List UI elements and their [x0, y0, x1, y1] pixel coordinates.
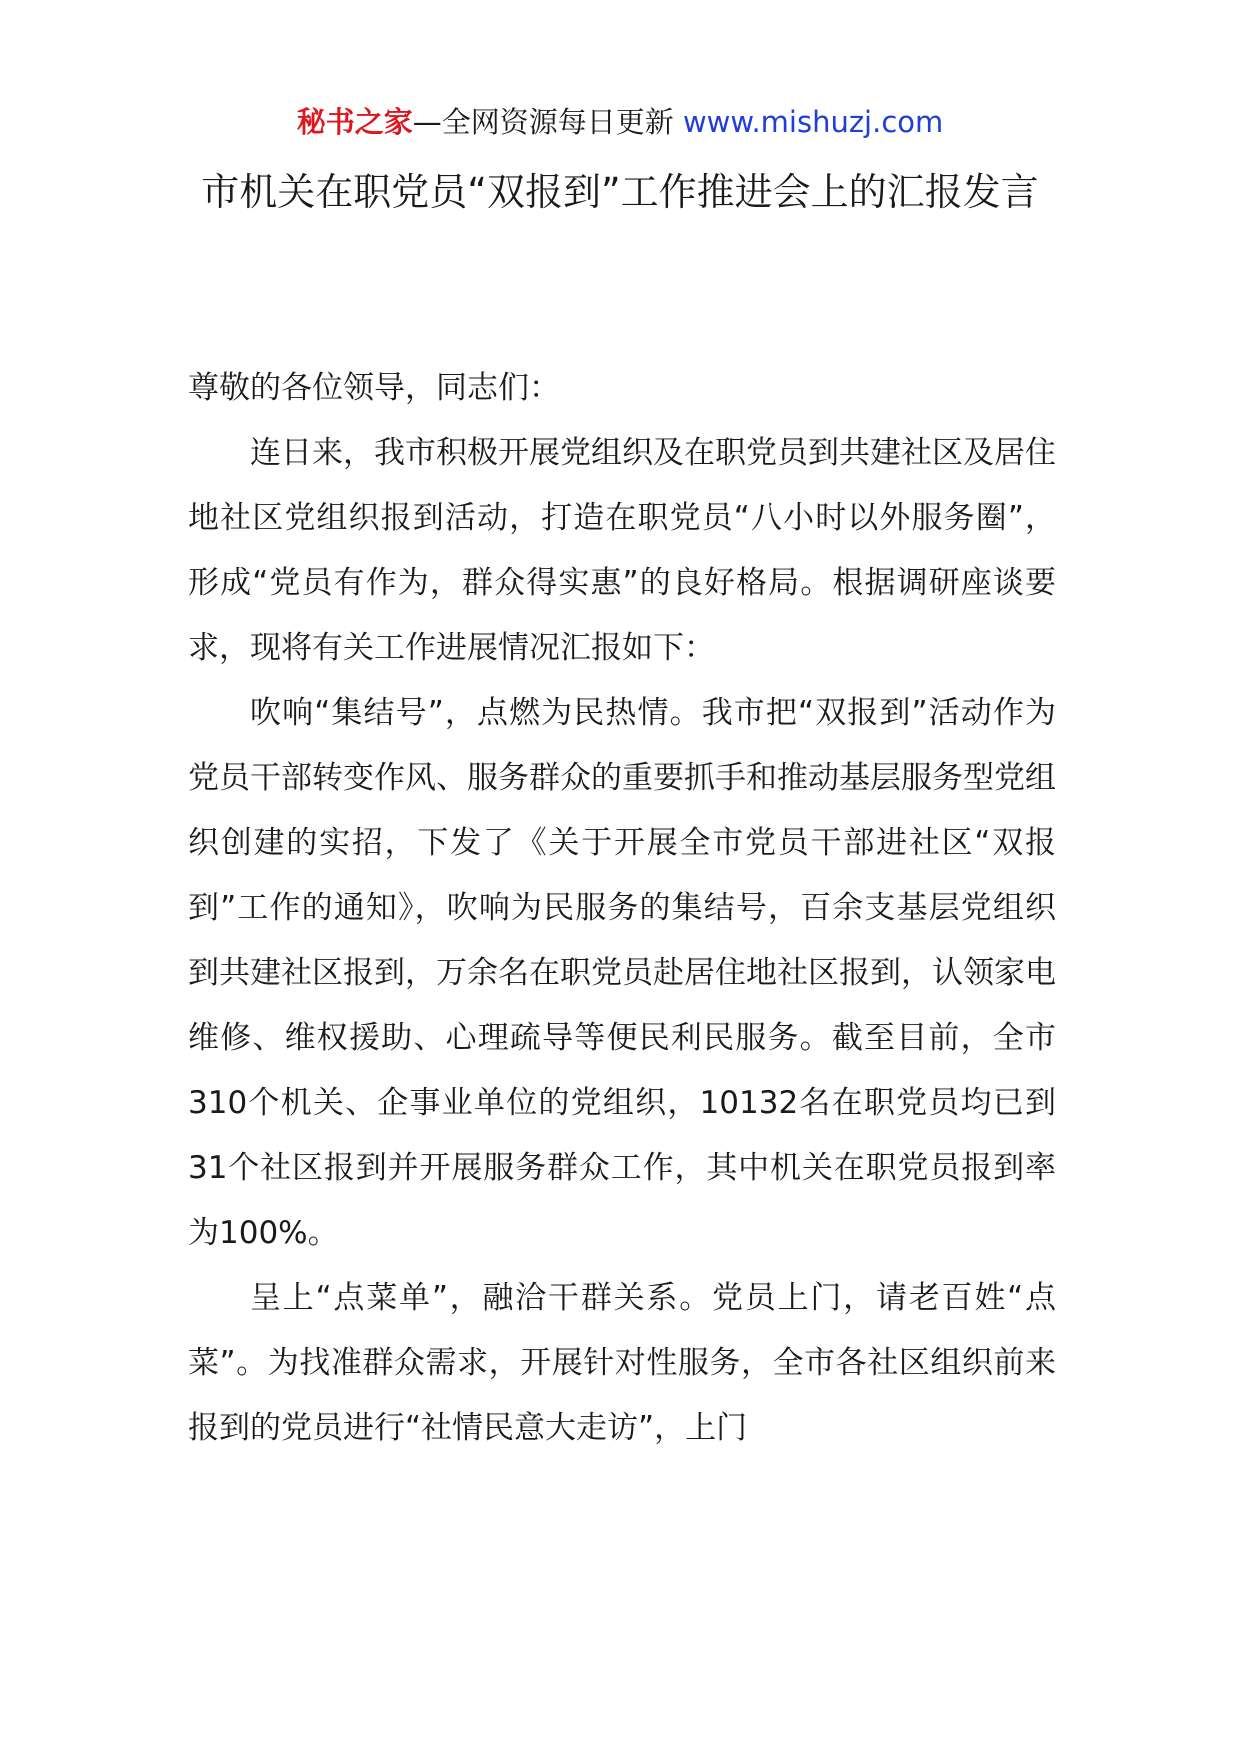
- document-body: [188, 356, 1056, 1461]
- document-title: 市机关在职党员“双报到”工作推进会上的汇报发言: [201, 170, 1039, 214]
- paragraph-rally: 吹响“集结号”，点燃为民热情。我市把“双报到”活动作为党员干部转变作风、服务群众的重要抓手和推动基层服务型党组织创建的实招，下发了《关于开展全市党员干部进社区“双报到”工作的通知》，吹响为民服务的集结号，百余支基层党组织到共建社区报到，万余名在职党员赴居住地社区报到，认领家电维修、维权援助、心理疏导等便民利民服务。截至目前，全市310个机关、企事业单位的党组织，10132名在职党员均已到31个社区报到并开展服务群众工作，其中机关在职党员报到率为100%。: [188, 695, 1056, 1251]
- salutation: 尊敬的各位领导，同志们：: [188, 370, 560, 406]
- paragraph-menu: 呈上“点菜单”，融洽干群关系。党员上门，请老百姓“点菜”。为找准群众需求，开展针对性服务，全市各社区组织前来报到的党员进行“社情民意大走访”，上门: [188, 1280, 1056, 1446]
- site-header: [0, 102, 1240, 142]
- brand-name: 秘书之家: [296, 105, 413, 139]
- paragraph-intro: 连日来，我市积极开展党组织及在职党员到共建社区及居住地社区党组织报到活动，打造在职党员“八小时以外服务圈”，形成“党员有作为，群众得实惠”的良好格局。根据调研座谈要求，现将有关工作进展情况汇报如下：: [188, 435, 1056, 666]
- header-tagline: —全网资源每日更新: [412, 105, 674, 139]
- site-url-link[interactable]: www.mishuzj.com: [682, 105, 944, 139]
